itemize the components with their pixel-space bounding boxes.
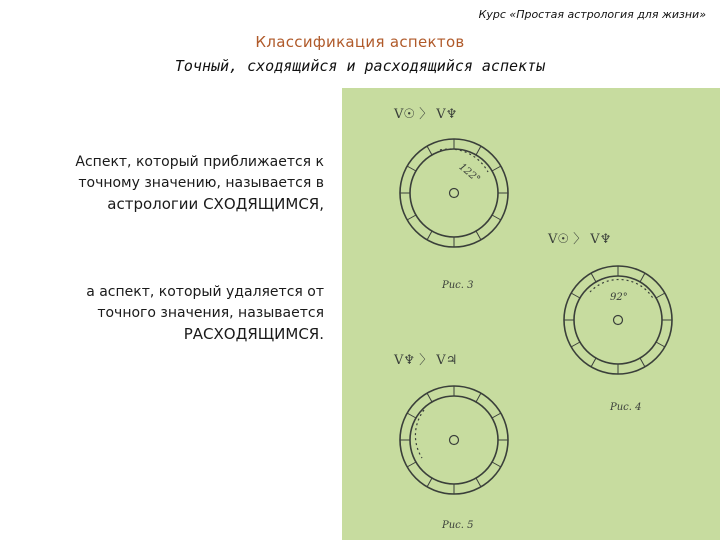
fig4-angle: 92° xyxy=(610,292,628,303)
fig4-formula: V☉ 〉 V♆ xyxy=(548,232,612,247)
converging-line-1: Аспект, который приближается к xyxy=(75,154,324,170)
fig5-caption: Рис. 5 xyxy=(442,520,474,531)
converging-line-2: точному значению, называется в xyxy=(78,175,324,191)
diverging-line-1: а аспект, который удаляется от xyxy=(86,284,324,300)
fig5-wheel xyxy=(400,386,508,494)
slide-title: Классификация аспектов xyxy=(255,33,465,51)
converging-line-3: астрологии СХОДЯЩИМСЯ, xyxy=(107,195,324,213)
course-name: Курс «Простая астрология для жизни» xyxy=(478,8,706,21)
diverging-line-2: точного значения, называется xyxy=(97,305,324,321)
fig4-caption: Рис. 4 xyxy=(610,402,642,413)
fig3-wheel xyxy=(400,139,508,247)
fig4-wheel xyxy=(564,266,672,374)
fig3-formula: V☉ 〉 V♆ xyxy=(394,107,458,122)
slide-subtitle: Точный, сходящийся и расходящийся аспекты xyxy=(174,57,546,75)
diverging-line-3: РАСХОДЯЩИМСЯ. xyxy=(183,325,324,343)
fig3-caption: Рис. 3 xyxy=(442,280,474,291)
diverging-paragraph xyxy=(4,282,324,345)
converging-paragraph xyxy=(4,152,324,215)
astrology-figures xyxy=(342,88,720,540)
fig3-angle: 122° xyxy=(456,161,482,186)
fig5-formula: V♆ 〉 V♃ xyxy=(394,353,458,368)
figure-panel xyxy=(342,88,720,540)
